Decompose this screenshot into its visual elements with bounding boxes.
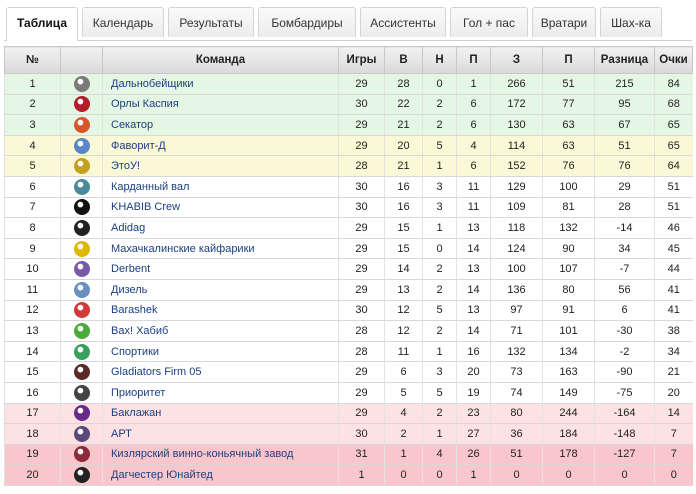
goals-against-cell: 134 [543,341,595,362]
team-name-link[interactable]: ЭтоУ! [103,156,339,177]
goals-against-cell: 80 [543,279,595,300]
rank-cell: 6 [5,176,61,197]
table-row [5,279,693,300]
losses-cell: 11 [457,197,491,218]
rank-cell: 3 [5,115,61,136]
tab-7[interactable]: Вратари [532,7,596,37]
points-cell: 44 [655,259,693,280]
diff-cell: 67 [595,115,655,136]
team-logo-cell [61,115,103,136]
team-name-link[interactable]: АРТ [103,424,339,445]
team-logo-cell [61,403,103,424]
wins-cell: 2 [385,424,423,445]
goals-against-cell: 100 [543,176,595,197]
goals-against-cell: 77 [543,94,595,115]
team-name-link[interactable]: KHABIB Crew [103,197,339,218]
draws-cell: 0 [423,238,457,259]
header-goals-for[interactable]: З [491,47,543,74]
team-logo-cell [61,156,103,177]
table-row [5,321,693,342]
ram-icon [74,302,90,318]
wins-cell: 1 [385,444,423,465]
games-cell: 29 [339,115,385,136]
table-row [5,300,693,321]
rank-cell: 19 [5,444,61,465]
tab-8[interactable]: Шах-ка [600,7,662,37]
team-name-link[interactable]: Дальнобейщики [103,74,339,95]
goals-for-cell: 36 [491,424,543,445]
goals-for-cell: 172 [491,94,543,115]
shield-icon [74,138,90,154]
team-logo-cell [61,362,103,383]
losses-cell: 27 [457,424,491,445]
diff-cell: 29 [595,176,655,197]
points-cell: 20 [655,382,693,403]
table-row [5,465,693,486]
goals-for-cell: 109 [491,197,543,218]
losses-cell: 13 [457,218,491,239]
losses-cell: 13 [457,300,491,321]
games-cell: 29 [339,218,385,239]
draws-cell: 3 [423,176,457,197]
goals-for-cell: 129 [491,176,543,197]
wins-cell: 4 [385,403,423,424]
games-cell: 30 [339,197,385,218]
draws-cell: 2 [423,279,457,300]
goals-against-cell: 51 [543,74,595,95]
goals-against-cell: 0 [543,465,595,486]
goals-for-cell: 71 [491,321,543,342]
draws-cell: 1 [423,341,457,362]
table-row [5,403,693,424]
helmet-icon [74,364,90,380]
games-cell: 30 [339,176,385,197]
grape-icon [74,446,90,462]
tab-bar [4,4,692,41]
diff-cell: 76 [595,156,655,177]
rank-cell: 5 [5,156,61,177]
points-cell: 14 [655,403,693,424]
games-cell: 28 [339,321,385,342]
losses-cell: 26 [457,444,491,465]
points-cell: 7 [655,444,693,465]
team-logo-cell [61,465,103,486]
team-logo-cell [61,321,103,342]
games-cell: 29 [339,74,385,95]
losses-cell: 20 [457,362,491,383]
team-name-link[interactable]: Дагчестер Юнайтед [103,465,339,486]
team-name-link[interactable]: Карданный вал [103,176,339,197]
goals-against-cell: 244 [543,403,595,424]
wins-cell: 21 [385,156,423,177]
standings-table [4,46,693,486]
header-num[interactable]: № [5,47,61,74]
games-cell: 30 [339,94,385,115]
draws-cell: 1 [423,218,457,239]
goals-for-cell: 152 [491,156,543,177]
wins-cell: 15 [385,218,423,239]
smile-icon [74,241,90,257]
diff-cell: 51 [595,135,655,156]
no-logo-icon [74,467,90,483]
games-cell: 29 [339,279,385,300]
team-name-link[interactable]: Приоритет [103,382,339,403]
draws-cell: 0 [423,74,457,95]
team-name-link[interactable]: Derbent [103,259,339,280]
diff-cell: -127 [595,444,655,465]
team-logo-cell [61,94,103,115]
wins-cell: 28 [385,74,423,95]
diff-cell: 0 [595,465,655,486]
wins-cell: 16 [385,176,423,197]
goals-for-cell: 114 [491,135,543,156]
wins-cell: 11 [385,341,423,362]
goals-for-cell: 118 [491,218,543,239]
wins-cell: 5 [385,382,423,403]
draws-cell: 4 [423,444,457,465]
team-logo-cell [61,218,103,239]
goals-against-cell: 76 [543,156,595,177]
wins-cell: 14 [385,259,423,280]
team-name-link[interactable]: Орлы Каспия [103,94,339,115]
games-cell: 30 [339,424,385,445]
shaft-icon [74,179,90,195]
wins-cell: 6 [385,362,423,383]
points-cell: 64 [655,156,693,177]
draws-cell: 1 [423,424,457,445]
table-row [5,362,693,383]
header-losses[interactable]: П [457,47,491,74]
wins-cell: 12 [385,321,423,342]
draws-cell: 5 [423,300,457,321]
table-row [5,135,693,156]
points-cell: 84 [655,74,693,95]
wins-cell: 16 [385,197,423,218]
games-cell: 28 [339,156,385,177]
games-cell: 29 [339,238,385,259]
points-cell: 34 [655,341,693,362]
header-goals-against[interactable]: П [543,47,595,74]
team-logo-cell [61,197,103,218]
diff-cell: -2 [595,341,655,362]
losses-cell: 1 [457,74,491,95]
wins-cell: 15 [385,238,423,259]
team-logo-cell [61,176,103,197]
table-row [5,74,693,95]
leaf-icon [74,344,90,360]
goals-for-cell: 74 [491,382,543,403]
goals-against-cell: 132 [543,218,595,239]
points-cell: 45 [655,238,693,259]
games-cell: 28 [339,341,385,362]
rank-cell: 10 [5,259,61,280]
goals-against-cell: 149 [543,382,595,403]
points-cell: 51 [655,176,693,197]
team-name-link[interactable]: Спортики [103,341,339,362]
games-cell: 30 [339,300,385,321]
diff-cell: -148 [595,424,655,445]
goals-for-cell: 51 [491,444,543,465]
points-cell: 0 [655,465,693,486]
goals-for-cell: 266 [491,74,543,95]
header-wins[interactable]: В [385,47,423,74]
losses-cell: 16 [457,341,491,362]
deer-icon [74,76,90,92]
wins-cell: 12 [385,300,423,321]
rank-cell: 1 [5,74,61,95]
wins-cell: 21 [385,115,423,136]
shield-icon [74,282,90,298]
goals-for-cell: 80 [491,403,543,424]
star-icon [74,158,90,174]
rank-cell: 14 [5,341,61,362]
points-cell: 51 [655,197,693,218]
header-logo [61,47,103,74]
team-logo-cell [61,382,103,403]
games-cell: 29 [339,259,385,280]
team-name-link[interactable]: Adidag [103,218,339,239]
team-logo-cell [61,300,103,321]
rank-cell: 4 [5,135,61,156]
goals-against-cell: 63 [543,135,595,156]
table-row [5,259,693,280]
header-diff[interactable]: Разница [595,47,655,74]
games-cell: 29 [339,362,385,383]
goals-against-cell: 101 [543,321,595,342]
diff-cell: -90 [595,362,655,383]
goals-for-cell: 0 [491,465,543,486]
header-points[interactable]: Очки [655,47,693,74]
header-games[interactable]: Игры [339,47,385,74]
goals-against-cell: 63 [543,115,595,136]
goals-for-cell: 100 [491,259,543,280]
rank-cell: 16 [5,382,61,403]
team-name-link[interactable]: Gladiators Firm 05 [103,362,339,383]
table-row [5,341,693,362]
games-cell: 31 [339,444,385,465]
losses-cell: 14 [457,279,491,300]
goals-for-cell: 130 [491,115,543,136]
rank-cell: 13 [5,321,61,342]
losses-cell: 11 [457,176,491,197]
team-logo-cell [61,424,103,445]
art-icon [74,426,90,442]
draws-cell: 5 [423,135,457,156]
tab-6[interactable]: Гол + пас [450,7,528,37]
rank-cell: 11 [5,279,61,300]
table-row [5,218,693,239]
tab-5[interactable]: Ассистенты [360,7,446,37]
diff-cell: 34 [595,238,655,259]
goals-against-cell: 90 [543,238,595,259]
rank-cell: 17 [5,403,61,424]
points-cell: 41 [655,300,693,321]
eagle-icon [74,96,90,112]
wins-cell: 0 [385,465,423,486]
table-row [5,94,693,115]
losses-cell: 6 [457,94,491,115]
draws-cell: 5 [423,382,457,403]
diff-cell: 28 [595,197,655,218]
team-logo-cell [61,259,103,280]
diff-cell: 215 [595,74,655,95]
team-name-link[interactable]: Вах! Хабиб [103,321,339,342]
goals-for-cell: 136 [491,279,543,300]
losses-cell: 23 [457,403,491,424]
points-cell: 46 [655,218,693,239]
goals-against-cell: 178 [543,444,595,465]
header-draws[interactable]: Н [423,47,457,74]
points-cell: 38 [655,321,693,342]
header-team[interactable]: Команда [103,47,339,74]
car-icon [74,385,90,401]
wins-cell: 20 [385,135,423,156]
games-cell: 1 [339,465,385,486]
rank-cell: 20 [5,465,61,486]
points-cell: 65 [655,135,693,156]
gear-icon [74,117,90,133]
points-cell: 68 [655,94,693,115]
table-row [5,444,693,465]
points-cell: 65 [655,115,693,136]
diff-cell: -14 [595,218,655,239]
points-cell: 21 [655,362,693,383]
team-name-link[interactable]: Махачкалинские кайфарики [103,238,339,259]
draws-cell: 2 [423,259,457,280]
diff-cell: -164 [595,403,655,424]
team-name-link[interactable]: Секатор [103,115,339,136]
tower-icon [74,261,90,277]
points-cell: 7 [655,424,693,445]
team-logo-cell [61,341,103,362]
crew-icon [74,199,90,215]
team-logo-cell [61,74,103,95]
team-name-link[interactable]: Barashek [103,300,339,321]
draws-cell: 2 [423,403,457,424]
draws-cell: 2 [423,321,457,342]
diff-cell: 56 [595,279,655,300]
tab-4[interactable]: Бомбардиры [258,7,356,37]
team-name-link[interactable]: Фаворит-Д [103,135,339,156]
team-logo-cell [61,238,103,259]
goals-for-cell: 132 [491,341,543,362]
table-row [5,115,693,136]
draws-cell: 2 [423,94,457,115]
goals-against-cell: 163 [543,362,595,383]
goals-against-cell: 91 [543,300,595,321]
bird-icon [74,405,90,421]
wins-cell: 22 [385,94,423,115]
tab-3[interactable]: Результаты [168,7,254,37]
losses-cell: 1 [457,465,491,486]
table-header-row [5,47,693,74]
stripes-icon [74,220,90,236]
table-row [5,238,693,259]
goals-for-cell: 97 [491,300,543,321]
games-cell: 29 [339,382,385,403]
goals-against-cell: 81 [543,197,595,218]
rank-cell: 2 [5,94,61,115]
goals-against-cell: 184 [543,424,595,445]
goals-against-cell: 107 [543,259,595,280]
games-cell: 29 [339,135,385,156]
rank-cell: 9 [5,238,61,259]
team-name-link[interactable]: Дизель [103,279,339,300]
table-row [5,176,693,197]
draws-cell: 3 [423,362,457,383]
rank-cell: 8 [5,218,61,239]
draws-cell: 3 [423,197,457,218]
rank-cell: 18 [5,424,61,445]
table-row [5,197,693,218]
losses-cell: 14 [457,238,491,259]
draws-cell: 2 [423,115,457,136]
points-cell: 41 [655,279,693,300]
losses-cell: 14 [457,321,491,342]
team-logo-cell [61,444,103,465]
diff-cell: 95 [595,94,655,115]
tab-1[interactable]: Таблица [6,7,78,41]
diff-cell: -75 [595,382,655,403]
table-row [5,382,693,403]
team-logo-cell [61,135,103,156]
wins-cell: 13 [385,279,423,300]
rank-cell: 15 [5,362,61,383]
losses-cell: 6 [457,115,491,136]
rank-cell: 12 [5,300,61,321]
losses-cell: 6 [457,156,491,177]
diff-cell: -30 [595,321,655,342]
losses-cell: 19 [457,382,491,403]
games-cell: 29 [339,403,385,424]
team-name-link[interactable]: Баклажан [103,403,339,424]
goals-for-cell: 73 [491,362,543,383]
diff-cell: 6 [595,300,655,321]
rank-cell: 7 [5,197,61,218]
team-logo-cell [61,279,103,300]
losses-cell: 13 [457,259,491,280]
team-name-link[interactable]: Кизлярский винно-коньячный завод [103,444,339,465]
draws-cell: 1 [423,156,457,177]
table-row [5,424,693,445]
tab-2[interactable]: Календарь [82,7,164,37]
table-row [5,156,693,177]
face-icon [74,323,90,339]
losses-cell: 4 [457,135,491,156]
diff-cell: -7 [595,259,655,280]
draws-cell: 0 [423,465,457,486]
goals-for-cell: 124 [491,238,543,259]
